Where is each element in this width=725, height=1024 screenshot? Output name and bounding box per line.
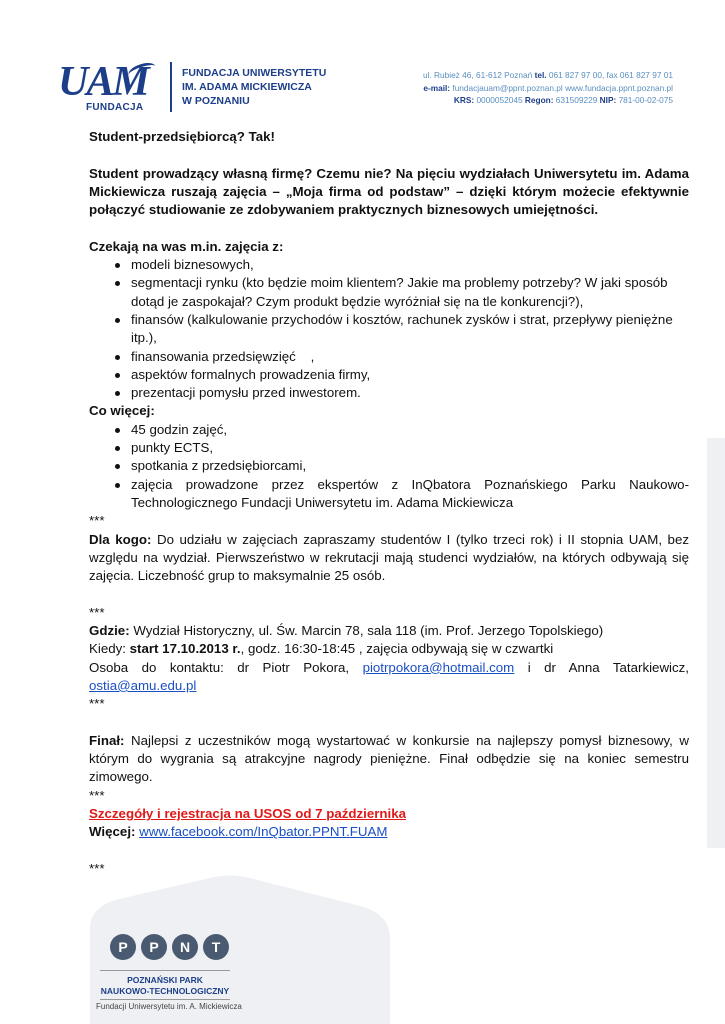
when-line: Kiedy: start 17.10.2013 r., godz. 16:30-18:45 , zajęcia odbywają się w czwartki [89,641,554,657]
list-item: zajęcia prowadzone przez ekspertów z InQbatora Poznańskiego Parku Naukowo-Technologicznego Fundacji Uniwersytetu im. Adama Mickiewicza [89,476,689,513]
contact-email-line: e-mail: fundacjauam@ppnt.poznan.pl www.fundacja.ppnt.poznan.pl [423,82,673,93]
more-list [89,421,689,512]
list-item: finansów (kalkulowanie przychodów i kosztów, rachunek zysków i strat, przepływy pieniężne itp.), [89,311,689,348]
ppnt-letter-icon: P [110,934,136,960]
topics-heading: Czekają na was m.in. zajęcia z: [89,238,284,254]
footer-divider [100,970,230,971]
facebook-link[interactable]: www.facebook.com/InQbator.PPNT.FUAM [139,824,388,840]
separator: *** [89,604,105,620]
separator: *** [89,513,105,529]
list-item: segmentacji rynku (kto będzie moim klientem? Jakie ma problemy potrzeby? W jaki sposób dotąd je zaspokajał? Czym produkt będzie wyróżniał się na tle konkurencji?), [89,274,689,311]
organization-name [182,66,326,108]
document-body [89,128,689,878]
uam-logo [58,60,158,120]
footer-divider [100,999,230,1000]
contact-registry-line: KRS: 0000052045 Regon: 631509229 NIP: 781-00-02-075 [453,95,673,105]
list-item: modeli biznesowych, [89,256,689,274]
separator: *** [89,696,105,712]
intro-paragraph: Student prowadzący własną firmę? Czemu nie? Na pięciu wydziałach Uniwersytetu im. Adama Mickiewicza ruszają zajęcia – „Moja firma od podstaw” – dzięki którym możecie efektywnie połączyć studiowanie ze zdobywaniem praktycznych biznesowych umiejętności. [89,165,689,218]
document-title: Student-przedsiębiorcą? Tak! [89,129,275,144]
list-item: punkty ECTS, [89,439,689,457]
email-link-tatarkiewicz[interactable]: ostia@amu.edu.pl [89,677,197,693]
who-paragraph: Dla kogo: Do udziału w zajęciach zapraszamy studentów I (tylko trzeci rok) i II stopnia UAM, bez względu na wydział. Pierwszeństwo w rekrutacji mają studenci wydziałów, na których odbywają się zajęcia. Liczebność grup to maksymalnie 25 osób. [89,531,689,584]
email-link-pokora[interactable]: piotrpokora@hotmail.com [362,659,515,675]
contact-address-line: ul. Rubież 46, 61-612 Poznań tel. 061 827 97 00, fax 061 827 97 01 [422,70,673,80]
ppnt-letter-icon: P [141,934,167,960]
org-line-2: IM. ADAMA MICKIEWICZA [182,81,312,93]
list-item: spotkania z przedsiębiorcami, [89,457,689,475]
logo-subtitle: FUNDACJA [86,102,144,113]
list-item: aspektów formalnych prowadzenia firmy, [89,366,689,384]
where-line: Gdzie: Wydział Historyczny, ul. Św. Marcin 78, sala 118 (im. Prof. Jerzego Topolskiego) [89,623,604,639]
list-item: finansowania przedsięwzięć , [89,348,689,366]
contact-block [423,69,673,107]
topics-list [89,256,689,402]
registration-link[interactable]: Szczegóły i rejestracja na USOS od 7 października [89,805,407,821]
org-line-1: FUNDACJA UNIWERSYTETU [182,67,327,79]
org-line-3: W POZNANIU [182,95,250,107]
ppnt-letter-icon: T [203,934,229,960]
separator: *** [89,860,105,876]
ppnt-subtitle: Fundacji Uniwersytetu im. A. Mickiewicza [96,1002,242,1011]
list-item: 45 godzin zajęć, [89,421,689,439]
separator: *** [89,787,105,803]
header-divider [170,62,172,112]
contact-person-paragraph: Osoba do kontaktu: dr Piotr Pokora, piotrpokora@hotmail.com i dr Anna Tatarkiewicz, ostia@amu.edu.pl [89,659,689,693]
logo-text: UAM [58,59,148,105]
more-heading: Co więcej: [89,403,155,419]
final-paragraph: Finał: Najlepsi z uczestników mogą wystartować w konkursie na najlepszy pomysł biznesowy, w którym do wygrania są atrakcyjne nagrody pieniężne. Finał odbędzie się na koniec semestru zimowego. [89,732,689,785]
ppnt-letter-icon: N [172,934,198,960]
ppnt-name: POZNAŃSKI PARK NAUKOWO-TECHNOLOGICZNY [100,975,230,996]
ppnt-logo [110,934,250,970]
list-item: prezentacji pomysłu przed inwestorem. [89,384,689,402]
more-info-line: Więcej: www.facebook.com/InQbator.PPNT.FUAM [89,824,388,840]
decorative-side-band [707,438,725,848]
